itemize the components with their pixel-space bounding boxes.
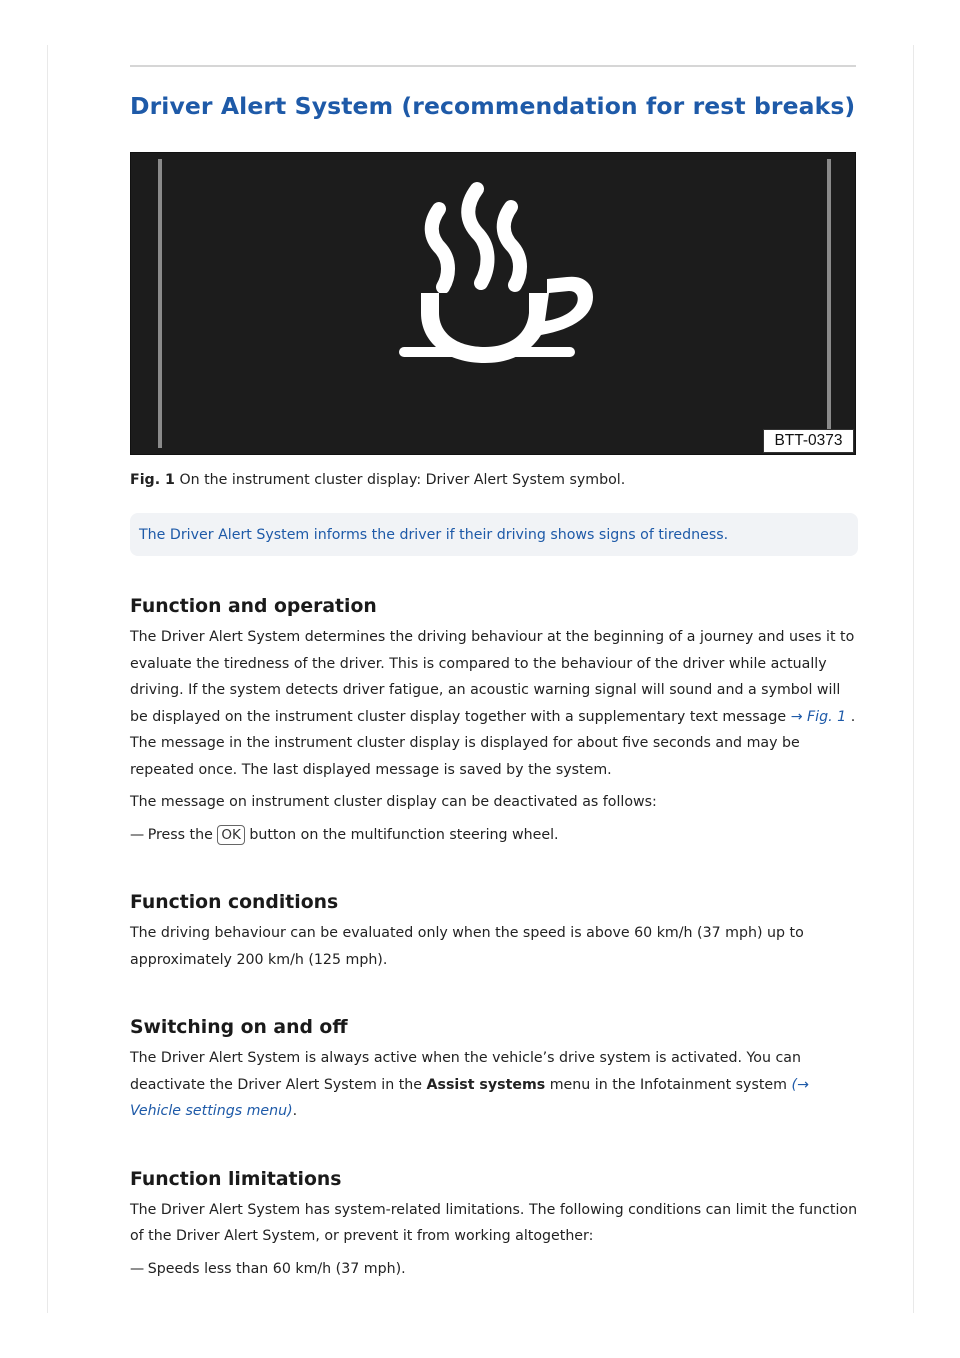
figure-caption-label: Fig. 1 bbox=[130, 472, 175, 488]
intro-box: The Driver Alert System informs the driver if their driving shows signs of tiredness. bbox=[130, 513, 858, 556]
vehicle-settings-link[interactable]: (→ Vehicle settings menu) bbox=[130, 1076, 809, 1119]
switching-text-end: . bbox=[292, 1103, 298, 1119]
page-title: Driver Alert System (recommendation for rest breaks) bbox=[130, 92, 856, 120]
heading-function-conditions: Function conditions bbox=[130, 892, 339, 913]
limitations-item-1 bbox=[130, 1256, 858, 1283]
display-left-bar bbox=[158, 159, 162, 448]
operation-paragraph-2: The message on instrument cluster display can be deactivated as follows: bbox=[130, 794, 657, 810]
operation-paragraph-1 bbox=[130, 624, 858, 783]
instrument-cluster-figure bbox=[130, 152, 856, 455]
operation-text-a: The Driver Alert System determines the driving behaviour at the beginning of a journey and uses it to evaluate the tiredness of the driver. This is compared to the behaviour of the driver while actually driving. If the system detects driver fatigue, an acoustic warning signal will sound and a symbol will be displayed on the instrument cluster display together with a supplementary text message bbox=[130, 629, 855, 725]
operation-step bbox=[130, 822, 858, 849]
limitations-item-1-text: Speeds less than 60 km/h (37 mph). bbox=[147, 1260, 406, 1277]
fig-1-link[interactable]: → Fig. 1 bbox=[790, 708, 847, 725]
figure-caption-text: On the instrument cluster display: Driver Alert System symbol. bbox=[179, 472, 626, 488]
step-text-b: button on the multifunction steering wheel. bbox=[249, 826, 559, 843]
limitations-paragraph: The Driver Alert System has system-related limitations. The following conditions can limit the function of the Driver Alert System, or prevent it from working altogether: bbox=[130, 1201, 858, 1244]
step-text-a: Press the bbox=[147, 826, 213, 843]
heading-function-limitations: Function limitations bbox=[130, 1168, 342, 1190]
display-right-bar bbox=[827, 159, 831, 448]
ok-key: OK bbox=[217, 825, 244, 845]
operation-text-b: . The message in the instrument cluster display is displayed for about five seconds and may be repeated once. The last displayed message is saved by the system. bbox=[130, 708, 856, 778]
heading-switching: Switching on and off bbox=[130, 1017, 348, 1038]
step-dash: — bbox=[130, 826, 144, 843]
assist-systems-label: Assist systems bbox=[426, 1076, 546, 1093]
switching-text-a: The Driver Alert System is always active when the vehicle’s drive system is activated. You can deactivate the Driver Alert System in the bbox=[130, 1050, 801, 1093]
page-content bbox=[130, 86, 858, 1282]
right-margin-line bbox=[913, 45, 914, 1313]
figure-code-label: BTT-0373 bbox=[763, 429, 854, 453]
heading-function-operation: Function and operation bbox=[130, 596, 377, 617]
switching-text-b: menu in the Infotainment system bbox=[549, 1076, 787, 1093]
conditions-paragraph: The driving behaviour can be evaluated only when the speed is above 60 km/h (37 mph) up to approximately 200 km/h (125 mph). bbox=[130, 925, 804, 968]
top-divider bbox=[130, 65, 856, 67]
coffee-cup-icon bbox=[399, 177, 599, 377]
item-dash: — bbox=[130, 1260, 144, 1277]
figure-caption bbox=[130, 469, 858, 491]
left-margin-line bbox=[47, 45, 48, 1313]
switching-paragraph bbox=[130, 1045, 858, 1125]
